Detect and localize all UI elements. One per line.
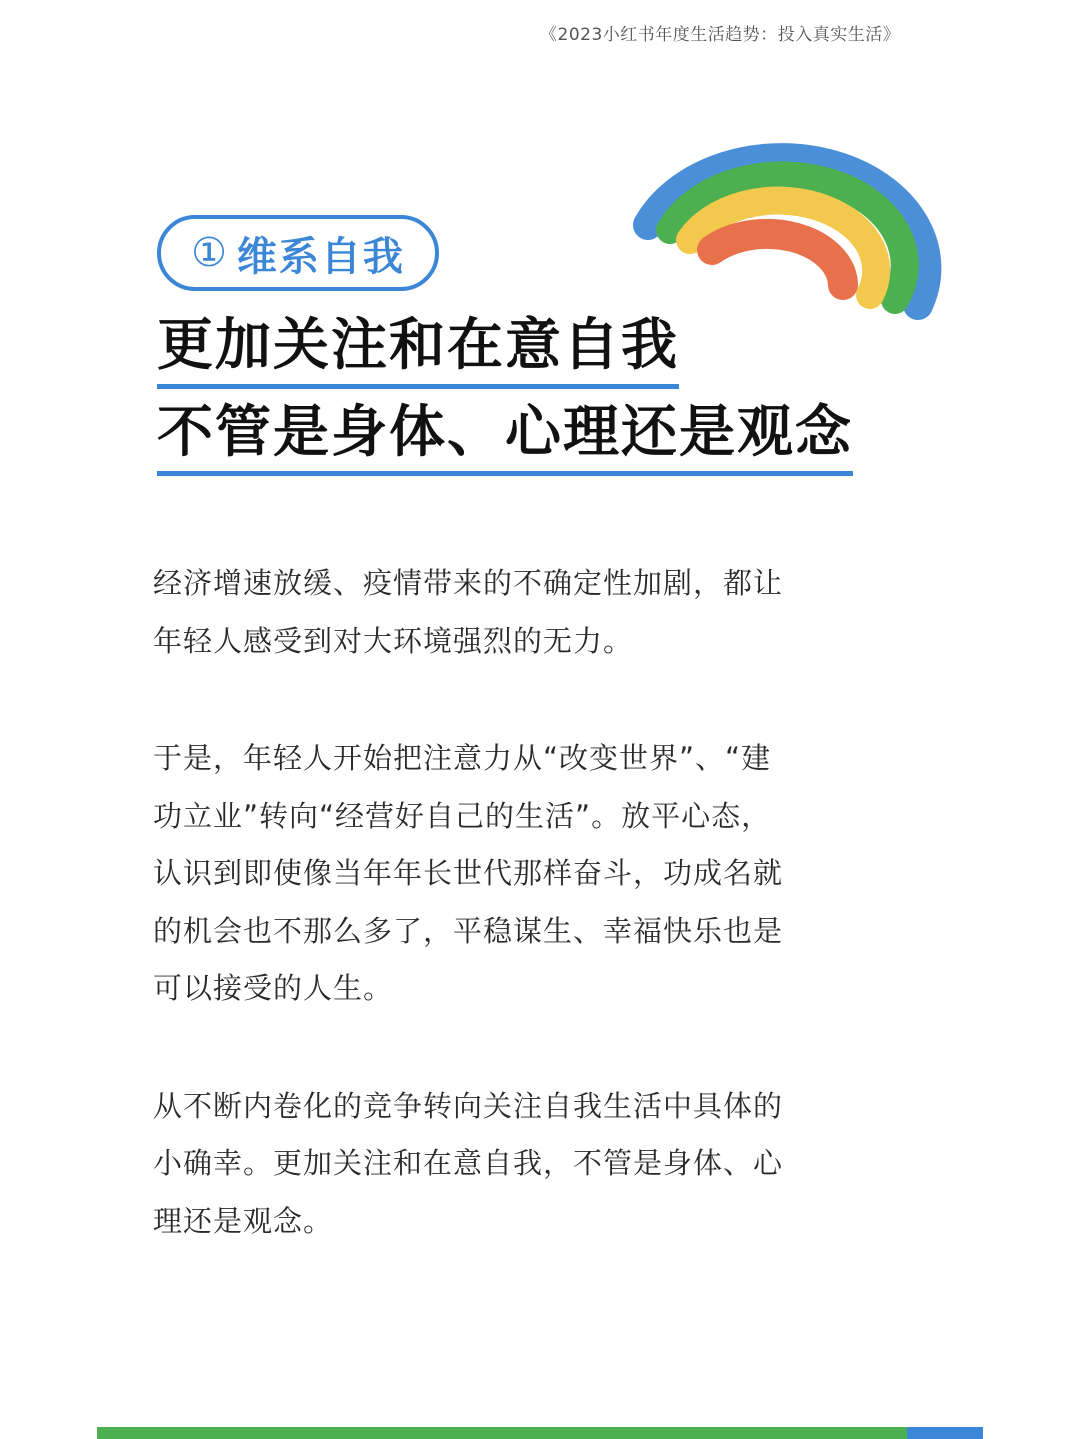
headline-line-2: 不管是身体、心理还是观念 (157, 397, 853, 476)
bottom-bar-green (97, 1427, 907, 1439)
bottom-bar-blue (907, 1427, 983, 1439)
section-number: ① (191, 230, 227, 276)
body-text (153, 555, 793, 1310)
section-badge (157, 215, 439, 291)
report-title: 《2023小红书年度生活趋势：投入真实生活》 (540, 25, 901, 45)
headline-line-1: 更加关注和在意自我 (157, 310, 679, 389)
section-label: 维系自我 (236, 233, 405, 280)
bottom-color-bar (97, 1427, 983, 1439)
paragraph-3: 从不断内卷化的竞争转向关注自我生活中具体的小确幸。更加关注和在意自我，不管是身体、心理还是观念。 (153, 1088, 784, 1238)
rainbow-orange-arc (712, 234, 843, 285)
headline (157, 310, 917, 476)
rainbow-illustration (600, 100, 960, 340)
paragraph-1: 经济增速放缓、疫情带来的不确定性加剧，都让年轻人感受到对大环境强烈的无力。 (153, 566, 784, 658)
paragraph-2: 于是，年轻人开始把注意力从“改变世界”、“建功立业”转向“经营好自己的生活”。放平心态，认识到即使像当年年长世代那样奋斗，功成名就的机会也不那么多了，平稳谋生、幸福快乐也是可以接受的人生。 (153, 741, 784, 1005)
